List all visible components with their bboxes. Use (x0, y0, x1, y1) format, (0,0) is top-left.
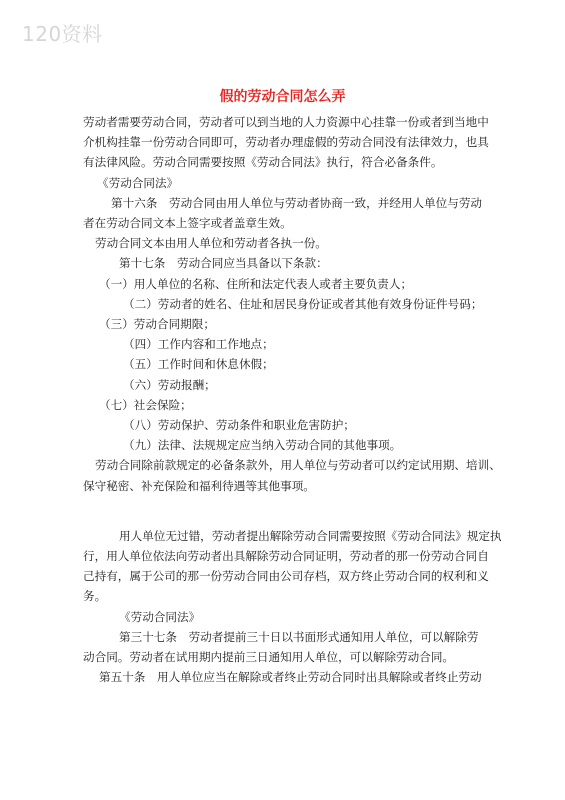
text-line: （三）劳动合同期限； (99, 317, 215, 332)
text-line: 保守秘密、补充保险和福利待遇等其他事项。 (83, 478, 315, 493)
text-line: （四）工作内容和工作地点； (123, 337, 274, 352)
text-line: 劳动合同除前款规定的必备条款外，用人单位与劳动者可以约定试用期、培训、 (95, 458, 501, 473)
text-line: 有法律风险。劳动合同需要按照《劳动合同法》执行，符合必备条件。 (83, 155, 443, 170)
text-line: 第三十七条 劳动者提前三十日以书面形式通知用人单位，可以解除劳 (119, 629, 479, 644)
document-body (83, 112, 502, 687)
watermark-logo: 120资料 (22, 22, 103, 46)
text-line: （二）劳动者的姓名、住址和居民身份证或者其他有效身份证件号码； (123, 296, 483, 311)
text-line: （一）用人单位的名称、住所和法定代表人或者主要负责人； (99, 276, 413, 291)
text-line: （九）法律、法规规定应当纳入劳动合同的其他事项。 (123, 438, 402, 453)
text-line: 介机构挂靠一份劳动合同即可，劳动者办理虚假的劳动合同没有法律效力，也具 (83, 135, 489, 150)
text-line: 《劳动合同法》 (97, 175, 179, 190)
text-line: 第十六条 劳动合同由用人单位与劳动者协商一致，并经用人单位与劳动 (111, 195, 483, 210)
text-line: 第五十条 用人单位应当在解除或者终止劳动合同时出具解除或者终止劳动 (99, 670, 482, 685)
text-line: 务。 (83, 589, 107, 604)
text-line: 行，用人单位依法向劳动者出具解除劳动合同证明，劳动者的那一份劳动合同自 (83, 549, 489, 564)
text-line: 动合同。劳动者在试用期内提前三日通知用人单位，可以解除劳动合同。 (83, 650, 455, 665)
text-line: 《劳动合同法》 (119, 609, 201, 624)
document-title: 假的劳动合同怎么弄 (219, 89, 346, 105)
text-line: 第十七条 劳动合同应当具备以下条款： (119, 256, 328, 271)
text-line: 者在劳动合同文本上签字或者盖章生效。 (83, 216, 292, 231)
text-line: （五）工作时间和休息休假； (123, 357, 274, 372)
text-line: （六）劳动报酬； (123, 377, 216, 392)
text-line: （八）劳动保护、劳动条件和职业危害防护； (123, 418, 355, 433)
text-line: 己持有，属于公司的那一份劳动合同由公司存档，双方终止劳动合同的权利和义 (83, 569, 489, 584)
text-line: （七）社会保险； (99, 397, 192, 412)
text-line: 劳动合同文本由用人单位和劳动者各执一份。 (95, 236, 327, 251)
paragraph-gap (83, 496, 493, 526)
text-line: 劳动者需要劳动合同，劳动者可以到当地的人力资源中心挂靠一份或者到当地中 (83, 115, 489, 129)
text-line: 用人单位无过错，劳动者提出解除劳动合同需要按照《劳动合同法》规定执 (119, 528, 502, 543)
